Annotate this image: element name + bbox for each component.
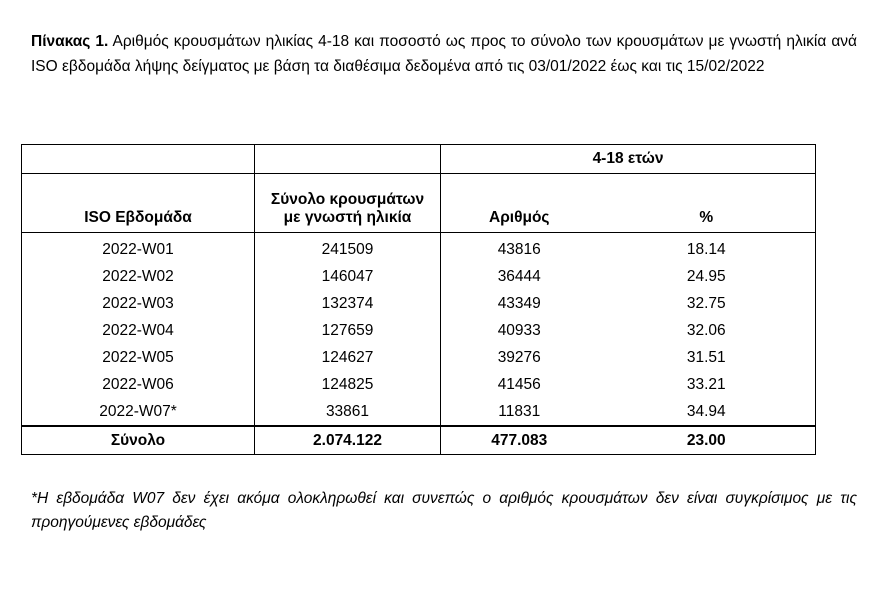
total-label: Σύνολο — [22, 426, 255, 455]
cell-total: 124825 — [255, 371, 441, 398]
cell-percent: 33.21 — [598, 371, 816, 398]
cell-count: 40933 — [497, 321, 541, 339]
cell-total: 127659 — [255, 317, 441, 344]
header-count: Αριθμός — [441, 174, 598, 233]
cell-count: 43349 — [497, 294, 541, 312]
caption-text: Αριθμός κρουσμάτων ηλικίας 4-18 και ποσοστό ως προς το σύνολο των κρουσμάτων με γνωστή ηλικία ανά ISO εβδομάδα λήψης δείγματος με βάση τα διαθέσιμα δεδομένα από τις 03/01/2022 έως και τις 15/02/2022 — [31, 33, 857, 75]
total-cases: 2.074.122 — [255, 426, 441, 455]
total-percent: 23.00 — [598, 426, 816, 455]
cell-week: 2022-W07* — [22, 398, 255, 426]
cell-total: 33861 — [255, 398, 441, 426]
table-row — [22, 344, 816, 371]
table-caption — [31, 29, 857, 79]
total-count: 477.083 — [441, 426, 598, 455]
cell-percent: 34.94 — [598, 398, 816, 426]
cell-count: 39276 — [497, 348, 541, 366]
cell-count: 11831 — [498, 402, 541, 420]
header-iso-week: ISO Εβδομάδα — [22, 174, 255, 233]
cell-percent: 32.75 — [598, 290, 816, 317]
table-group-header-row — [22, 145, 816, 174]
header-total-line1: Σύνολο κρουσμάτων — [270, 191, 425, 208]
cell-week: 2022-W02 — [22, 263, 255, 290]
caption-label: Πίνακας 1. — [31, 33, 109, 50]
cell-percent: 24.95 — [598, 263, 816, 290]
table-total-row — [22, 426, 816, 455]
cell-total: 132374 — [255, 290, 441, 317]
table-row — [22, 317, 816, 344]
cases-table — [21, 144, 816, 455]
cell-total: 124627 — [255, 344, 441, 371]
header-empty-cell — [255, 145, 441, 174]
header-percent: % — [598, 174, 816, 233]
table-row — [22, 290, 816, 317]
header-empty-cell — [22, 145, 255, 174]
cell-week: 2022-W01 — [22, 233, 255, 264]
table-row — [22, 371, 816, 398]
cell-week: 2022-W04 — [22, 317, 255, 344]
cell-total: 241509 — [255, 233, 441, 264]
cell-week: 2022-W03 — [22, 290, 255, 317]
cell-count: 36444 — [497, 267, 541, 285]
table-row — [22, 398, 816, 426]
table-header-row — [22, 174, 816, 233]
cell-percent: 31.51 — [598, 344, 816, 371]
cell-percent: 32.06 — [598, 317, 816, 344]
table-row — [22, 263, 816, 290]
cell-week: 2022-W06 — [22, 371, 255, 398]
age-group-header: 4-18 ετών — [441, 145, 816, 174]
footnote: *Η εβδομάδα W07 δεν έχει ακόμα ολοκληρωθεί και συνεπώς ο αριθμός κρουσμάτων δεν είναι συγκρίσιμος με τις προηγούμενες εβδομάδες — [31, 490, 857, 531]
cell-percent: 18.14 — [598, 233, 816, 264]
header-total-cases — [255, 174, 441, 233]
cell-count: 41456 — [497, 375, 541, 393]
table-row — [22, 233, 816, 264]
cell-week: 2022-W05 — [22, 344, 255, 371]
cell-total: 146047 — [255, 263, 441, 290]
cell-count: 43816 — [497, 240, 541, 258]
header-total-line2: με γνωστή ηλικία — [283, 209, 412, 226]
